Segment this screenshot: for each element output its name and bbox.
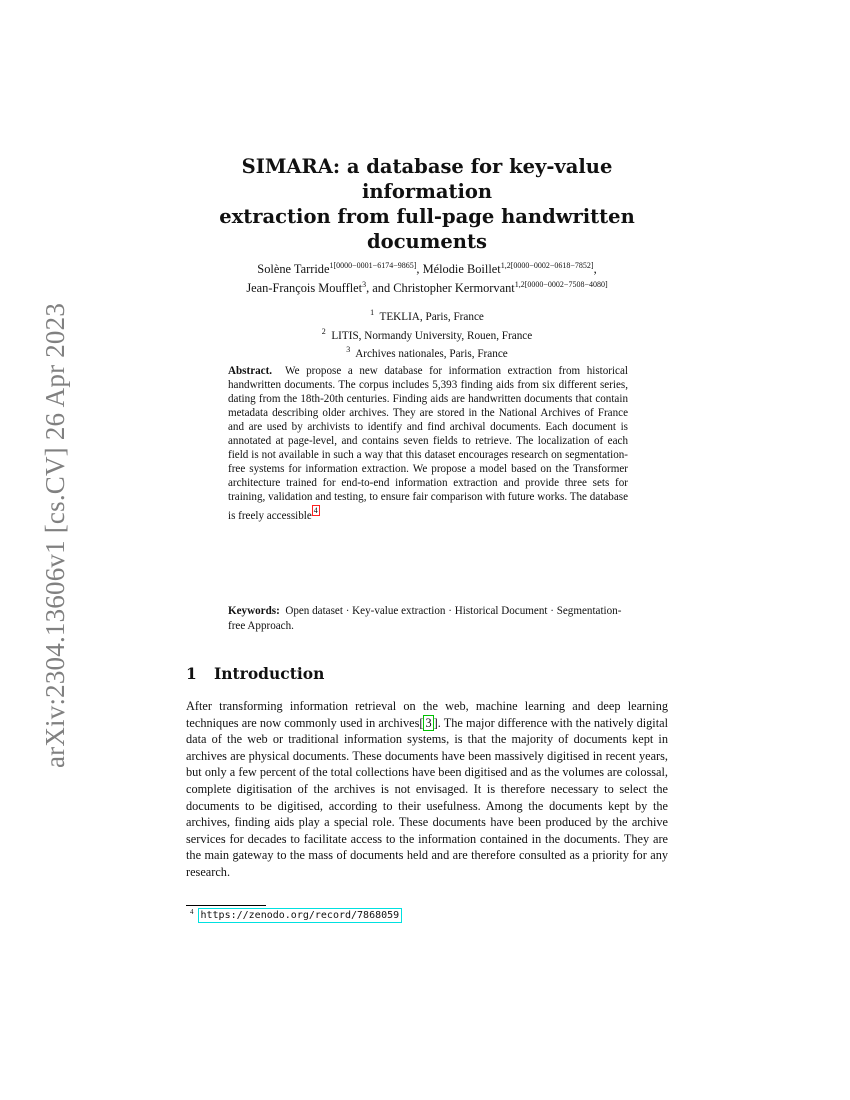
affiliation-text: LITIS, Normandy University, Rouen, France [331, 329, 533, 342]
author-list [186, 258, 668, 296]
keywords-label: Keywords: [228, 605, 280, 617]
section-title: Introduction [214, 664, 325, 683]
author-name: Mélodie Boillet [422, 262, 501, 276]
intro-paragraph: After transforming information retrieval on the web, machine learning and deep learning techniques are now commonly used in archives[ 3 ]. The major difference with the natively digital data of the web or traditional information systems, is that the majority of documents kept in archives are physical documents. These documents have been massively digitised in recent years, but only a few percent of the total collections have been digitised and as the volumes are colossal, complete digitisation of the archives is not envisaged. It is therefore necessary to select the documents to be digitised, according to their usefulness. Among the documents kept by the archives, finding aids play a special role. These documents have been produced by the archive services for decades to facilitate access to the information contained in the documents. They are the main gateway to the mass of documents held and are therefore consulted as a priority for any research. [186, 699, 669, 879]
affiliation-item [186, 343, 668, 362]
affiliation-text: Archives nationales, Paris, France [355, 348, 508, 360]
keywords-text: Open dataset · Key-value extraction · Historical Document · Segmentation-free Approach. [228, 605, 622, 632]
abstract-text: We propose a new database for information extraction from historical handwritten documents. The corpus includes 5,393 finding aids from six different series, dating from the 18th-20th centuries. Finding aids are handwritten documents that contain metadata describing older archives. They are stored in the National Archives of France and are used by archivists to identify and find archival documents. Each document is annotated at page-level, and contains seven fields to retrieve. The localization of each field is not available in such a way that this dataset encourages research on segmentation-free systems for information extraction. We propose a model based on the Transformer architecture trained for end-to-end information extraction and provide three sets for training, validation and testing, to ensure fair comparison with future works. The database is freely accessible [228, 365, 628, 522]
author-separator: , and [366, 281, 394, 295]
author-name: Solène Tarride [257, 262, 330, 276]
title-line-3: documents [367, 230, 487, 253]
section-heading [186, 664, 668, 683]
author-orcid: 1[0000−0001−6174−9865] [329, 261, 417, 270]
affiliation-number: 3 [346, 345, 351, 354]
author-name: Christopher Kermorvant [393, 281, 515, 295]
title-line-1: SIMARA: a database for key-value information [241, 155, 613, 203]
footnote [190, 908, 402, 921]
affiliation-number: 2 [321, 326, 326, 336]
paper-title [186, 154, 668, 254]
zenodo-url-link[interactable]: https://zenodo.org/record/7868059 [198, 908, 403, 923]
affiliation-list [186, 306, 668, 362]
author-affiliation-ref: 3 [362, 280, 367, 289]
section-number: 1 [186, 664, 197, 683]
author-line-2 [186, 277, 668, 296]
arxiv-stamp-text: arXiv:2304.13606v1 [cs.CV] 26 Apr 2023 [40, 302, 71, 768]
author-separator: , [593, 262, 597, 276]
author-line-1 [186, 258, 668, 277]
affiliation-item [186, 325, 668, 344]
footnote-link[interactable]: 4 [313, 506, 318, 515]
abstract-block [228, 364, 628, 523]
intro-text-start: After transforming information retrieval on the web, machine learning and deep learning techniques are now commonly used in archives [186, 699, 668, 730]
citation-link[interactable]: 3 [425, 715, 432, 730]
affiliation-text: TEKLIA, Paris, France [379, 311, 484, 323]
affiliation-number: 1 [370, 308, 375, 317]
intro-text-rest: . The major difference with the natively digital data of the web or traditional information systems, is that the majority of documents kept in archives are physical documents. These documents have been massively digitised in recent years, but only a few percent of the total collections have been digitised and as the volumes are colossal, complete digitisation of the archives is not envisaged. It is therefore necessary to select the documents to be digitised, according to their usefulness. Among the documents kept by the archives, finding aids play a special role. These documents have been produced by the archive services for decades to facilitate access to the information contained in the documents. They are the main gateway to the mass of documents held and are therefore consulted as a priority for any research. [186, 715, 669, 879]
keywords-block [228, 604, 628, 634]
title-line-2: extraction from full-page handwritten [219, 205, 635, 228]
author-orcid: 1,2[0000−0002−7508−4080] [514, 280, 608, 289]
footnote-number: 4 [190, 908, 194, 916]
arxiv-identifier-stamp [36, 290, 76, 780]
abstract-label: Abstract. [228, 365, 273, 377]
footnote-divider [186, 905, 266, 906]
author-orcid: 1,2[0000−0002−0618−7852] [500, 261, 594, 270]
author-separator: , [416, 262, 423, 276]
affiliation-item [186, 306, 668, 325]
author-name: Jean-François Moufflet [246, 281, 363, 295]
